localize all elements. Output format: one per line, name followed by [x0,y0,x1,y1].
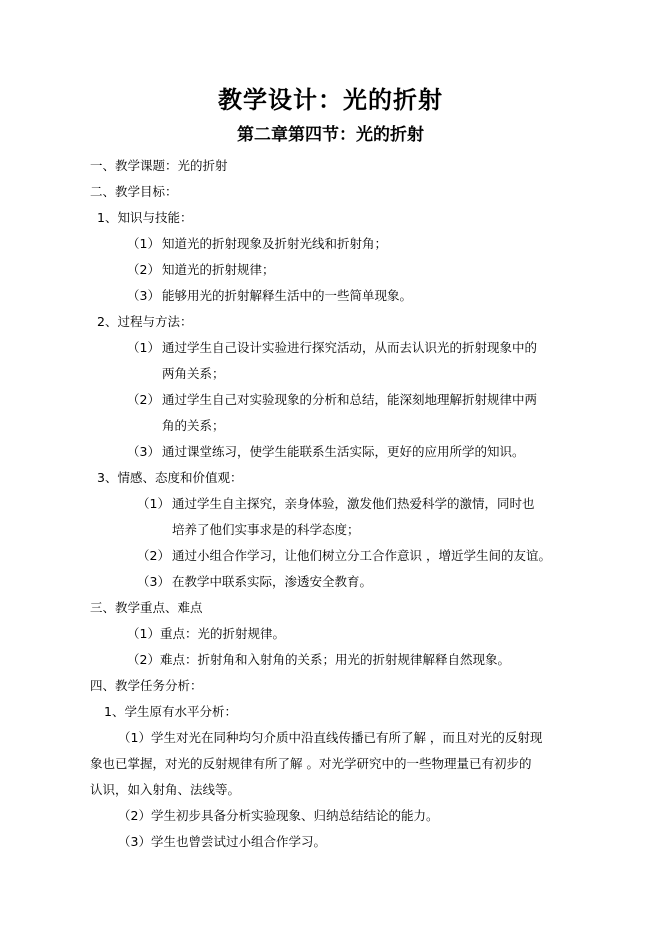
list-item-text: 能够用光的折射解释生活中的一些简单现象。 [162,288,413,303]
list-item-text: 通过学生自主探究，亲身体验，激发他们热爱科学的激情，同时也 [172,496,535,511]
list-item-number: （1） [127,340,160,355]
section-key-difficult-points: 三、教学重点、难点 [90,600,203,615]
document-subtitle: 第二章第四节：光的折射 [237,125,424,145]
list-item-number: （3） [127,444,160,459]
list-item-text-continued: 两角关系； [162,366,225,381]
key-point-item: （1）重点：光的折射规律。 [127,626,285,641]
list-item-text-continued: 培养了他们实事求是的科学态度； [172,522,360,537]
section-teaching-topic: 一、教学课题：光的折射 [90,158,228,173]
list-item-text: 通过学生自己设计实验进行探究活动，从而去认识光的折射现象中的 [162,340,538,355]
list-item-number: （1） [127,236,160,251]
list-item-text: 通过学生自己对实验现象的分析和总结，能深刻地理解折射规律中两 [162,392,538,407]
section-teaching-goals: 二、教学目标： [90,184,178,199]
subsection-process-method: 2、过程与方法： [97,314,193,329]
paragraph-line: 象也已掌握，对光的反射规律有所了解 。对光学研究中的一些物理量已有初步的 [90,756,532,771]
paragraph-line: （2）学生初步具备分析实验现象、归纳总结结论的能力。 [118,808,439,823]
list-item-number: （3） [137,574,170,589]
list-item-text: 知道光的折射规律； [162,262,275,277]
list-item-number: （2） [127,392,160,407]
list-item-text: 通过课堂练习，使学生能联系生活实际，更好的应用所学的知识。 [162,444,525,459]
subsection-knowledge-skills: 1、知识与技能： [97,210,193,225]
list-item-text-continued: 角的关系； [162,418,225,433]
paragraph-line: （1）学生对光在同种均匀介质中沿直线传播已有所了解 ，而且对光的反射现 [118,730,543,745]
list-item-number: （2） [137,548,170,563]
difficult-point-item: （2）难点：折射角和入射角的关系；用光的折射规律解释自然现象。 [127,652,510,667]
list-item-text: 通过小组合作学习，让他们树立分工合作意识 ，增近学生间的友谊。 [172,548,551,563]
list-item-text: 知道光的折射现象及折射光线和折射角； [162,236,388,251]
subsection-emotion-attitude-values: 3、情感、态度和价值观： [97,470,243,485]
paragraph-line: （3）学生也曾尝试过小组合作学习。 [118,834,326,849]
section-task-analysis: 四、教学任务分析： [90,678,203,693]
subsection-student-level: 1、学生原有水平分析： [104,704,237,719]
paragraph-line: 认识，如入射角、法线等。 [90,782,241,797]
list-item-number: （1） [137,496,170,511]
list-item-number: （2） [127,262,160,277]
document-title: 教学设计：光的折射 [218,85,443,114]
list-item-text: 在教学中联系实际，渗透安全教育。 [172,574,373,589]
list-item-number: （3） [127,288,160,303]
